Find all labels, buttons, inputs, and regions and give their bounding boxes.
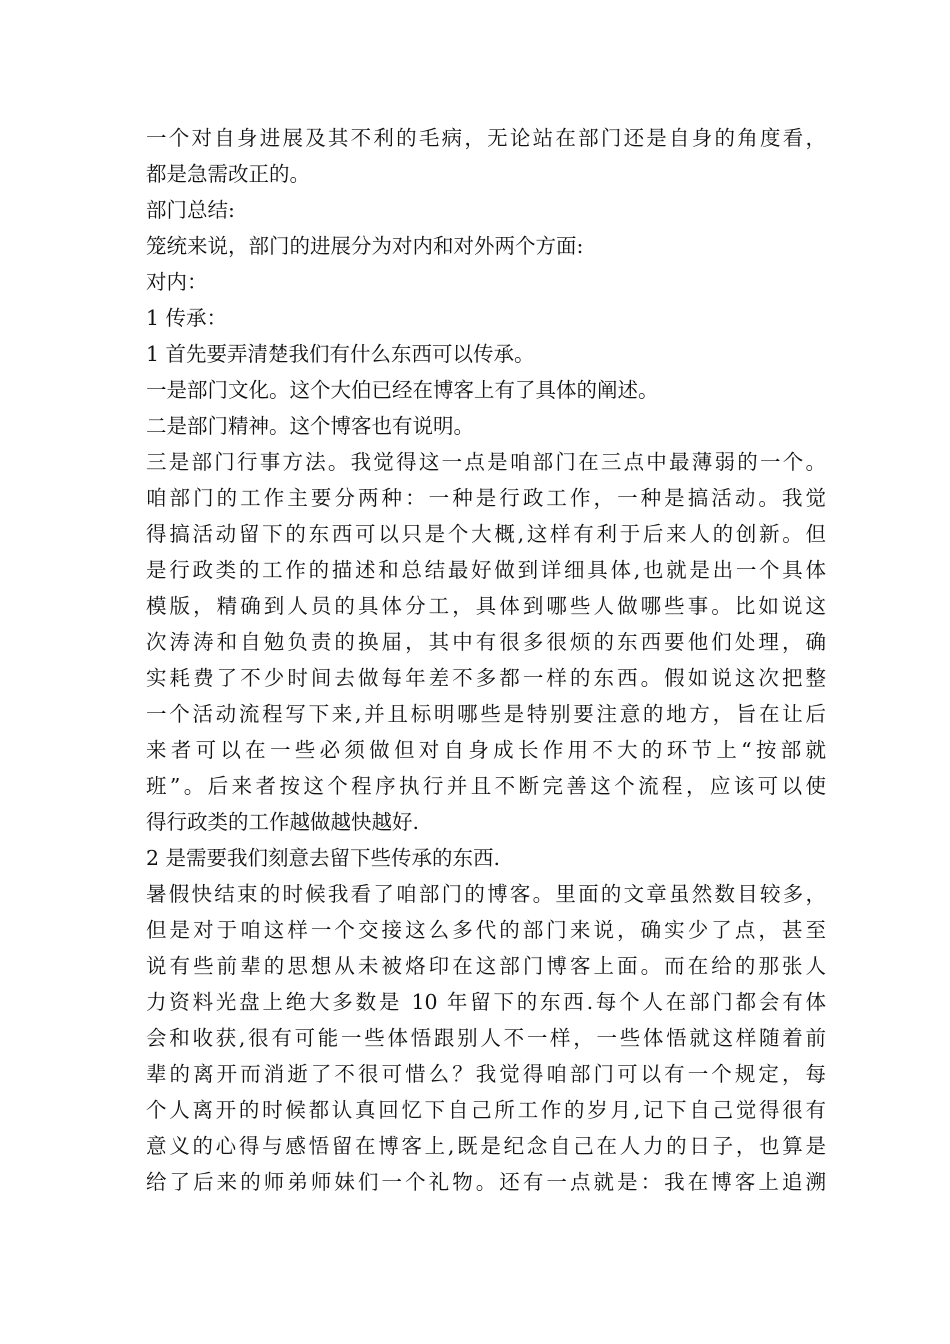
text-line: 给了后来的师弟师妹们一个礼物。还有一点就是：我在博客上追溯	[146, 1170, 826, 1194]
text-line: 1 首先要弄清楚我们有什么东西可以传承。	[146, 342, 535, 366]
text-line: 部门总结:	[146, 198, 235, 222]
text-line: 2 是需要我们刻意去留下些传承的东西.	[146, 846, 501, 870]
text-line: 会和收获,很有可能一些体悟跟别人不一样，一些体悟就这样随着前	[146, 1026, 826, 1050]
text-line: 一个活动流程写下来,并且标明哪些是特别要注意的地方，旨在让后	[146, 702, 826, 726]
text-line: 说有些前辈的思想从未被烙印在这部门博客上面。而在给的那张人	[146, 954, 826, 978]
text-line: 得搞活动留下的东西可以只是个大概,这样有利于后来人的创新。但	[146, 522, 826, 546]
text-line: 三是部门行事方法。我觉得这一点是咱部门在三点中最薄弱的一个。	[146, 450, 826, 474]
text-line: 但是对于咱这样一个交接这么多代的部门来说，确实少了点，甚至	[146, 918, 826, 942]
document-body	[146, 120, 826, 1200]
text-line: 笼统来说，部门的进展分为对内和对外两个方面:	[146, 234, 584, 258]
text-line: 对内：	[146, 270, 208, 294]
text-line: 一是部门文化。这个大伯已经在博客上有了具体的阐述。	[146, 378, 659, 402]
text-line: 是行政类的工作的描述和总结最好做到详细具体,也就是出一个具体	[146, 558, 826, 582]
text-line: 一个对自身进展及其不利的毛病，无论站在部门还是自身的角度看，	[146, 126, 826, 150]
text-line: 来者可以在一些必须做但对自身成长作用不大的环节上“按部就	[146, 738, 826, 762]
text-line: 得行政类的工作越做越快越好.	[146, 810, 420, 834]
text-line: 次涛涛和自勉负责的换届，其中有很多很烦的东西要他们处理，确	[146, 630, 826, 654]
text-line: 都是急需改正的。	[146, 162, 310, 186]
text-line: 模版，精确到人员的具体分工，具体到哪些人做哪些事。比如说这	[146, 594, 826, 618]
text-line: 力资料光盘上绝大多数是 10 年留下的东西.每个人在部门都会有体	[146, 990, 826, 1014]
text-line: 辈的离开而消逝了不很可惜么？我觉得咱部门可以有一个规定，每	[146, 1062, 826, 1086]
text-line: 班”。后来者按这个程序执行并且不断完善这个流程，应该可以使	[146, 774, 826, 798]
text-line: 个人离开的时候都认真回忆下自己所工作的岁月,记下自己觉得很有	[146, 1098, 826, 1122]
text-line: 咱部门的工作主要分两种：一种是行政工作，一种是搞活动。我觉	[146, 486, 826, 510]
text-line: 暑假快结束的时候我看了咱部门的博客。里面的文章虽然数目较多，	[146, 882, 826, 906]
text-line: 二是部门精神。这个博客也有说明。	[146, 414, 474, 438]
text-line: 1 传承：	[146, 306, 228, 330]
text-line: 意义的心得与感悟留在博客上,既是纪念自己在人力的日子，也算是	[146, 1134, 826, 1158]
text-line: 实耗费了不少时间去做每年差不多都一样的东西。假如说这次把整	[146, 666, 826, 690]
